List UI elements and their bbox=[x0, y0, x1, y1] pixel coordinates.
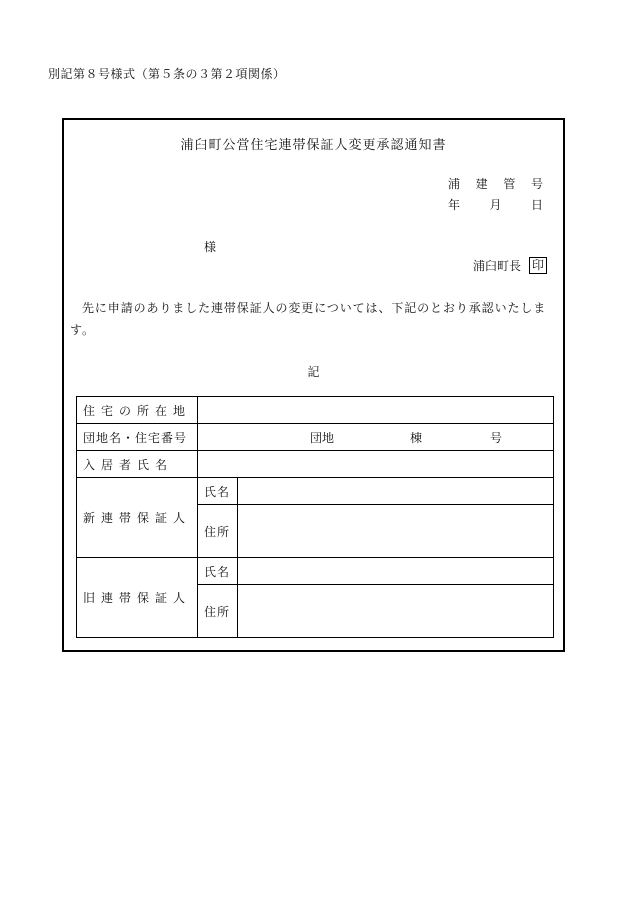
danchi-label: 団地 bbox=[310, 430, 335, 445]
old-address-label: 住所 bbox=[198, 585, 238, 638]
date-month: 月 bbox=[489, 198, 502, 212]
old-address-value-cell bbox=[238, 585, 554, 638]
reference-number bbox=[448, 175, 543, 192]
ref-prefix: 浦 bbox=[448, 177, 461, 191]
ki-heading: 記 bbox=[307, 365, 320, 379]
number-label: 団地名・住宅番号 bbox=[77, 424, 198, 451]
go-label: 号 bbox=[490, 430, 503, 445]
number-parts bbox=[204, 429, 547, 446]
issuer-line bbox=[473, 257, 547, 274]
resident-label: 入居者氏名 bbox=[77, 451, 198, 478]
table-row bbox=[77, 397, 554, 424]
new-address-value-cell bbox=[238, 505, 554, 558]
ref-mid: 建 bbox=[475, 177, 488, 191]
notice-form bbox=[62, 118, 565, 652]
number-value-cell bbox=[198, 424, 554, 451]
new-guarantor-label: 新連帯保証人 bbox=[77, 478, 198, 558]
document-title: 浦臼町公営住宅連帯保証人変更承認通知書 bbox=[180, 138, 447, 153]
ref-suffix-kan: 管 bbox=[503, 177, 516, 191]
old-name-label: 氏名 bbox=[198, 558, 238, 585]
table-row bbox=[77, 478, 554, 505]
address-value-cell bbox=[198, 397, 554, 424]
address-label: 住宅の所在地 bbox=[77, 397, 198, 424]
date-day: 日 bbox=[530, 198, 543, 212]
new-address-label: 住所 bbox=[198, 505, 238, 558]
new-name-value-cell bbox=[238, 478, 554, 505]
ref-suffix-go: 号 bbox=[530, 177, 543, 191]
mune-label: 棟 bbox=[410, 430, 423, 445]
table-row bbox=[77, 451, 554, 478]
table-row bbox=[77, 558, 554, 585]
resident-value-cell bbox=[198, 451, 554, 478]
seal-mark: 印 bbox=[529, 257, 547, 274]
date-year: 年 bbox=[448, 198, 461, 212]
recipient-honorific: 様 bbox=[204, 240, 217, 254]
body-text: 先に申請のありました連帯保証人の変更については、下記のとおり承認いたします。 bbox=[70, 301, 547, 337]
details-table bbox=[76, 396, 554, 638]
old-guarantor-label: 旧連帯保証人 bbox=[77, 558, 198, 638]
table-row bbox=[77, 424, 554, 451]
new-name-label: 氏名 bbox=[198, 478, 238, 505]
issuer-name: 浦臼町長 bbox=[472, 259, 521, 273]
form-number-note: 別記第８号様式（第５条の３第２項関係） bbox=[48, 67, 286, 81]
old-name-value-cell bbox=[238, 558, 554, 585]
issue-date bbox=[448, 196, 543, 213]
